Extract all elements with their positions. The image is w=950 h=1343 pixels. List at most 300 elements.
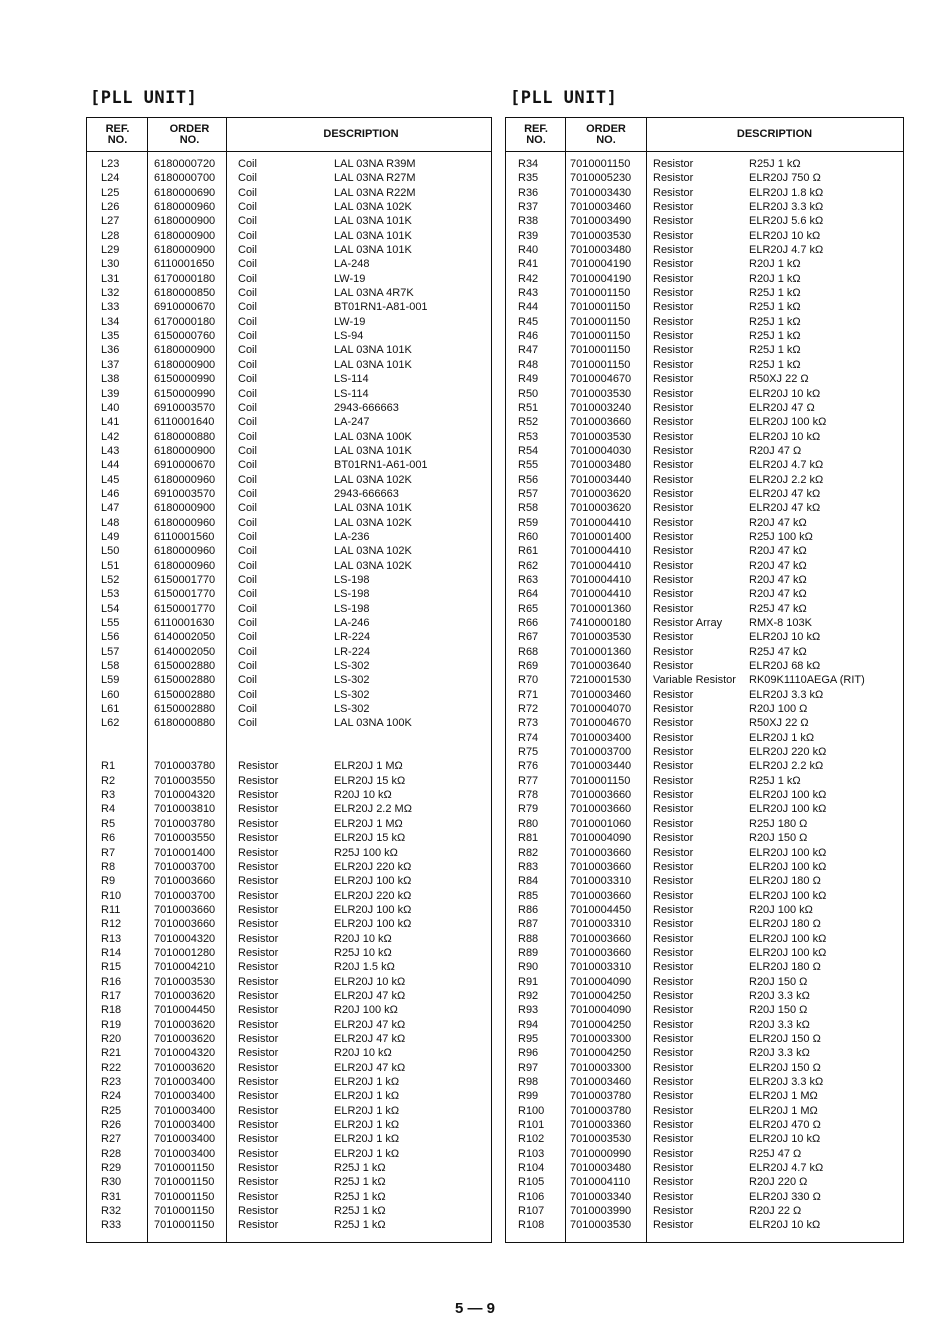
part-spec-cell: LAL 03NA 101K (334, 244, 412, 257)
part-type-cell: Resistor (653, 1061, 694, 1074)
table-row (87, 343, 491, 357)
part-type-cell: Coil (238, 617, 257, 629)
table-row (87, 831, 491, 845)
part-type-cell: Resistor (238, 1162, 279, 1175)
table-row (87, 616, 491, 630)
part-type-cell: Resistor (238, 889, 279, 902)
order-no-cell: 6180000690 (154, 186, 216, 199)
part-type-cell: Resistor (653, 1076, 694, 1088)
part-type-cell: Coil (238, 358, 257, 371)
part-type-cell: Coil (238, 330, 257, 343)
ref-no-cell: R42 (518, 272, 539, 285)
table-row (87, 1161, 491, 1175)
part-spec-cell: R20J 1 kΩ (749, 272, 801, 285)
part-spec-cell: ELR20J 100 kΩ (334, 918, 412, 931)
part-type-cell: Resistor (653, 1119, 694, 1132)
ref-no-cell: R95 (518, 1032, 539, 1045)
order-no-header (566, 118, 646, 151)
part-type-cell: Resistor (238, 989, 279, 1002)
part-type-cell: Resistor (653, 473, 694, 486)
ref-no-cell: R52 (518, 416, 539, 429)
part-type-cell: Resistor (653, 186, 694, 199)
order-no-header (148, 118, 231, 151)
ref-no-cell: R45 (518, 315, 539, 328)
left-parts-table (86, 117, 492, 1243)
ref-no-cell: L40 (101, 401, 120, 414)
part-type-cell: Coil (238, 244, 257, 257)
part-type-cell: Coil (238, 631, 257, 644)
table-row (506, 387, 903, 401)
table-row (87, 874, 491, 888)
order-no-cell: 7010001360 (570, 645, 632, 658)
part-spec-cell: R25J 10 kΩ (334, 946, 392, 959)
ref-no-cell: R91 (518, 975, 539, 988)
part-type-cell: Resistor (653, 201, 694, 214)
ref-no-cell: R40 (518, 244, 539, 257)
part-spec-cell: R25J 1 kΩ (749, 774, 801, 787)
table-row (87, 214, 491, 228)
table-row (506, 903, 903, 917)
order-no-cell: 7010001150 (154, 1176, 215, 1189)
order-no-cell: 7010001150 (154, 1190, 215, 1203)
part-type-cell: Coil (238, 545, 257, 558)
part-spec-cell: R20J 47 kΩ (749, 573, 807, 586)
table-row (87, 1147, 491, 1161)
ref-no-cell: L29 (101, 244, 120, 257)
ref-no-cell: L47 (101, 502, 120, 515)
part-type-cell: Resistor (653, 832, 694, 845)
order-no-cell: 7010003620 (154, 1032, 216, 1045)
part-spec-cell: LA-247 (334, 416, 370, 429)
order-no-cell: 7010003660 (570, 416, 632, 429)
part-spec-cell: R25J 100 kΩ (334, 846, 398, 859)
ref-no-cell: L28 (101, 229, 120, 242)
table-row (506, 860, 903, 874)
part-type-cell: Resistor (653, 373, 694, 386)
part-type-cell: Resistor (653, 301, 694, 314)
part-type-cell: Resistor (238, 1147, 279, 1160)
page-number: 5 — 9 (454, 1300, 496, 1317)
part-spec-cell: ELR20J 47 kΩ (749, 487, 821, 500)
part-spec-cell: ELR20J 1 MΩ (749, 1090, 818, 1103)
part-spec-cell: ELR20J 3.3 kΩ (749, 688, 824, 701)
part-spec-cell: ELR20J 180 Ω (749, 918, 821, 931)
part-spec-cell: LAL 03NA 101K (334, 444, 412, 457)
part-type-cell: Resistor (653, 530, 694, 543)
part-type-cell: Resistor (653, 559, 694, 572)
order-no-cell: 7010003660 (570, 946, 632, 959)
part-spec-cell: LS-198 (334, 602, 370, 615)
table-row (87, 329, 491, 343)
part-type-cell: Coil (238, 459, 257, 472)
table-row (87, 1032, 491, 1046)
order-no-cell: 7010004250 (570, 1047, 632, 1060)
table-row (506, 473, 903, 487)
order-no-cell: 7010003310 (570, 875, 632, 888)
part-spec-cell: R25J 1 kΩ (749, 344, 801, 357)
part-type-cell: Coil (238, 430, 257, 443)
table-row (506, 874, 903, 888)
part-type-cell: Resistor (238, 817, 279, 830)
table-row (87, 774, 491, 788)
order-no-cell: 6110001630 (154, 617, 215, 629)
table-row (87, 272, 491, 286)
part-spec-cell: R25J 180 Ω (749, 817, 808, 830)
order-no-cell: 6180000960 (154, 516, 216, 529)
part-type-cell: Resistor (238, 803, 279, 816)
ref-no-cell: R49 (518, 373, 539, 386)
part-type-cell: Coil (238, 215, 257, 228)
part-spec-cell: ELR20J 150 Ω (749, 1061, 821, 1074)
part-type-cell: Resistor (238, 1104, 279, 1117)
part-spec-cell: ELR20J 220 kΩ (749, 746, 827, 759)
order-no-cell: 6150000990 (154, 373, 216, 386)
part-type-cell: Resistor (653, 1176, 694, 1189)
order-no-cell: 7210001530 (570, 674, 632, 687)
part-type-cell: Resistor (238, 1004, 279, 1017)
order-no-cell: 7010004090 (570, 1004, 632, 1017)
part-spec-cell: LS-198 (334, 588, 370, 601)
order-no-cell: 7010004410 (570, 559, 632, 572)
ref-no-cell: R73 (518, 717, 539, 730)
part-type-cell: Resistor (653, 731, 694, 744)
order-no-cell: 7010003530 (570, 631, 632, 644)
table-row (506, 1190, 903, 1204)
ref-no-cell: R101 (518, 1119, 545, 1132)
ref-no-cell: R28 (101, 1147, 122, 1160)
order-no-cell: 7010003480 (570, 244, 632, 257)
order-no-cell: 7010004450 (570, 903, 632, 916)
table-row (506, 917, 903, 931)
part-spec-cell: ELR20J 68 kΩ (749, 660, 821, 673)
order-no-cell: 7010003780 (154, 817, 216, 830)
order-no-cell: 7010003620 (154, 989, 216, 1002)
part-type-cell: Coil (238, 272, 257, 285)
part-type-cell: Resistor (238, 946, 279, 959)
order-no-cell: 7010001360 (570, 602, 632, 615)
table-row (506, 788, 903, 802)
ref-no-cell: R64 (518, 588, 539, 601)
table-row (506, 544, 903, 558)
order-no-cell: 7010004090 (570, 975, 632, 988)
ref-no-cell: R14 (101, 946, 122, 959)
part-type-cell: Coil (238, 186, 257, 199)
table-row (87, 501, 491, 515)
order-no-cell: 7010003400 (154, 1133, 216, 1146)
ref-no-cell: L58 (101, 660, 120, 673)
part-type-cell: Resistor (653, 860, 694, 873)
order-no-cell: 6110001640 (154, 416, 215, 429)
part-type-cell: Coil (238, 201, 257, 214)
order-no-cell: 7010001280 (154, 946, 216, 959)
ref-no-cell: R57 (518, 487, 539, 500)
table-row (87, 917, 491, 931)
part-type-cell: Resistor (653, 172, 694, 185)
ref-no-cell: R80 (518, 817, 539, 830)
part-spec-cell: LAL 03NA 4R7K (334, 287, 414, 300)
order-no-cell: 7010001150 (570, 344, 631, 357)
part-type-cell: Resistor (653, 215, 694, 228)
part-spec-cell: R25J 1 kΩ (334, 1219, 386, 1232)
part-type-cell: Resistor (653, 1032, 694, 1045)
part-type-cell: Resistor (653, 344, 694, 357)
ref-no-cell: L30 (101, 258, 120, 271)
ref-no-cell: R32 (101, 1205, 122, 1218)
part-type-cell: Resistor (653, 1104, 694, 1117)
ref-no-cell: R98 (518, 1076, 539, 1088)
table-row (87, 889, 491, 903)
table-row (506, 171, 903, 185)
part-spec-cell: 2943-666663 (334, 401, 399, 414)
part-type-cell: Resistor (238, 903, 279, 916)
ref-no-cell: R11 (101, 903, 121, 916)
part-spec-cell: ELR20J 100 kΩ (749, 803, 827, 816)
ref-no-cell: R10 (101, 889, 122, 902)
part-type-cell: Coil (238, 573, 257, 586)
ref-no-cell: L39 (101, 387, 120, 400)
part-spec-cell: LS-114 (334, 387, 369, 400)
ref-no-cell: L24 (101, 172, 120, 185)
table-row (87, 358, 491, 372)
order-no-cell: 7010004070 (570, 703, 632, 716)
ref-no-cell: R55 (518, 459, 539, 472)
table-row (506, 745, 903, 759)
order-no-cell: 7010004410 (570, 545, 632, 558)
table-row (506, 587, 903, 601)
ref-no-cell: L44 (101, 459, 120, 472)
table-row (87, 544, 491, 558)
ref-no-cell: R36 (518, 186, 539, 199)
ref-no-cell: R38 (518, 215, 539, 228)
table-row (87, 458, 491, 472)
part-type-cell: Resistor (653, 1047, 694, 1060)
order-no-cell: 6110001650 (154, 258, 215, 271)
ref-no-cell: R7 (101, 846, 116, 859)
order-no-cell: 6180000900 (154, 358, 216, 371)
part-type-cell: Resistor (653, 416, 694, 429)
part-type-cell: Resistor (653, 516, 694, 529)
ref-no-cell: R39 (518, 229, 539, 242)
order-no-cell: 7010003300 (570, 1061, 632, 1074)
order-no-cell: 7010004320 (154, 932, 216, 945)
table-row (87, 932, 491, 946)
order-no-cell: 7010004250 (570, 989, 632, 1002)
part-spec-cell: LA-246 (334, 617, 370, 629)
table-row (506, 602, 903, 616)
part-type-cell: Resistor (653, 287, 694, 300)
order-no-cell: 7010003660 (570, 789, 632, 802)
order-no-cell: 7010003530 (154, 975, 216, 988)
table-row (87, 946, 491, 960)
part-spec-cell: LAL 03NA 101K (334, 358, 412, 371)
part-type-cell: Resistor (238, 1047, 279, 1060)
ref-no-cell: L23 (101, 158, 120, 170)
part-type-cell: Coil (238, 373, 257, 386)
table-row (87, 401, 491, 415)
part-spec-cell: ELR20J 47 kΩ (749, 502, 821, 515)
ref-no-cell: R6 (101, 832, 116, 845)
ref-no-cell: R24 (101, 1090, 122, 1103)
table-row (87, 1104, 491, 1118)
ref-no-cell: L27 (101, 215, 120, 228)
table-row (87, 487, 491, 501)
table-row (87, 157, 491, 171)
table-row (87, 659, 491, 673)
table-row (87, 387, 491, 401)
order-no-cell: 7010004410 (570, 573, 632, 586)
order-no-cell: 7010003550 (154, 832, 216, 845)
part-spec-cell: R50XJ 22 Ω (749, 373, 809, 386)
ref-no-cell: R86 (518, 903, 539, 916)
order-no-cell: 7010001150 (570, 301, 631, 314)
ref-no-cell: R29 (101, 1162, 122, 1175)
order-no-cell: 7010003310 (570, 961, 632, 974)
ref-no-cell: L57 (101, 645, 120, 658)
part-spec-cell: LAL 03NA 102K (334, 516, 412, 529)
table-row (87, 1132, 491, 1146)
part-spec-cell: ELR20J 180 Ω (749, 875, 821, 888)
order-no-cell: 6180000900 (154, 244, 216, 257)
table-row (506, 214, 903, 228)
part-spec-cell: R20J 47 kΩ (749, 516, 807, 529)
ref-no-cell: R77 (518, 774, 539, 787)
part-spec-cell: R20J 10 kΩ (334, 932, 392, 945)
part-type-cell: Resistor (653, 487, 694, 500)
table-row (506, 186, 903, 200)
ref-no-cell: R12 (101, 918, 122, 931)
table-row (506, 1204, 903, 1218)
part-type-cell: Resistor (653, 358, 694, 371)
table-row (506, 343, 903, 357)
part-type-cell: Coil (238, 487, 257, 500)
part-type-cell: Resistor (238, 975, 279, 988)
table-row (87, 1075, 491, 1089)
part-type-cell: Resistor (653, 760, 694, 773)
part-spec-cell: ELR20J 100 kΩ (749, 416, 827, 429)
part-type-cell: Coil (238, 387, 257, 400)
part-type-cell: Resistor (653, 229, 694, 242)
part-type-cell: Coil (238, 444, 257, 457)
table-row (506, 630, 903, 644)
part-spec-cell: LS-302 (334, 674, 370, 687)
part-type-cell: Resistor (238, 1032, 279, 1045)
order-no-cell: 7010003430 (570, 186, 632, 199)
part-type-cell: Coil (238, 344, 257, 357)
table-row (87, 1003, 491, 1017)
part-type-cell: Resistor (653, 430, 694, 443)
table-row (87, 473, 491, 487)
order-no-cell: 7010004410 (570, 516, 632, 529)
order-no-cell: 6150001770 (154, 602, 216, 615)
part-spec-cell: ELR20J 1 kΩ (334, 1090, 400, 1103)
part-spec-cell: R25J 1 kΩ (749, 287, 801, 300)
order-no-cell: 6180000900 (154, 229, 216, 242)
ref-no-cell: R108 (518, 1219, 545, 1232)
ref-no-cell: R23 (101, 1076, 122, 1088)
left-panel-title: [PLL UNIT] (90, 88, 198, 108)
part-type-cell: Resistor (653, 573, 694, 586)
ref-no-cell: L53 (101, 588, 120, 601)
part-spec-cell: ELR20J 10 kΩ (749, 430, 821, 443)
part-spec-cell: LAL 03NA 102K (334, 201, 412, 214)
ref-no-cell: R21 (101, 1047, 122, 1060)
part-spec-cell: ELR20J 4.7 kΩ (749, 1162, 824, 1175)
part-spec-cell: ELR20J 2.2 MΩ (334, 803, 412, 816)
ref-no-header-label: REF. NO. (105, 122, 130, 146)
part-spec-cell: R50XJ 22 Ω (749, 717, 809, 730)
part-spec-cell: ELR20J 180 Ω (749, 961, 821, 974)
part-spec-cell: ELR20J 1 kΩ (334, 1133, 400, 1146)
ref-no-cell: L41 (101, 416, 120, 429)
ref-no-cell: R2 (101, 774, 116, 787)
table-row (506, 975, 903, 989)
ref-no-cell: R99 (518, 1090, 539, 1103)
ref-no-cell: R56 (518, 473, 539, 486)
order-no-cell: 7010001150 (570, 774, 631, 787)
order-no-cell: 7010003780 (154, 760, 216, 773)
part-spec-cell: R20J 100 Ω (749, 703, 808, 716)
table-row (87, 1061, 491, 1075)
table-row (506, 272, 903, 286)
part-spec-cell: LS-302 (334, 703, 370, 716)
table-row (87, 587, 491, 601)
part-type-cell: Resistor (653, 272, 694, 285)
part-spec-cell: ELR20J 1.8 kΩ (749, 186, 824, 199)
table-row (87, 860, 491, 874)
part-spec-cell: ELR20J 750 Ω (749, 172, 821, 185)
part-spec-cell: ELR20J 100 kΩ (749, 889, 827, 902)
table-row (87, 846, 491, 860)
ref-no-cell: R84 (518, 875, 539, 888)
table-row (506, 229, 903, 243)
ref-no-cell: L31 (101, 272, 120, 285)
part-type-cell: Coil (238, 588, 257, 601)
table-row (506, 616, 903, 630)
order-no-cell: 6150002880 (154, 703, 216, 716)
part-spec-cell: R20J 100 kΩ (749, 903, 813, 916)
table-row (87, 243, 491, 257)
order-no-cell: 7010003620 (154, 1061, 216, 1074)
part-spec-cell: R25J 47 kΩ (749, 645, 807, 658)
part-spec-cell: ELR20J 1 kΩ (334, 1104, 400, 1117)
ref-no-cell: R76 (518, 760, 539, 773)
table-row (87, 688, 491, 702)
part-spec-cell: R20J 1 kΩ (749, 258, 801, 271)
ref-no-cell: L35 (101, 330, 120, 343)
part-spec-cell: R25J 1 kΩ (749, 158, 801, 170)
part-spec-cell: R20J 10 kΩ (334, 789, 392, 802)
order-no-cell: 7010004190 (570, 258, 632, 271)
part-type-cell: Coil (238, 717, 257, 730)
part-spec-cell: R25J 1 kΩ (334, 1176, 386, 1189)
table-row (506, 846, 903, 860)
table-row (87, 759, 491, 773)
part-spec-cell: R20J 220 Ω (749, 1176, 808, 1189)
table-row (506, 1003, 903, 1017)
table-row (87, 1018, 491, 1032)
ref-no-cell: R51 (518, 401, 539, 414)
part-type-cell: Coil (238, 660, 257, 673)
order-no-cell: 7010003400 (154, 1147, 216, 1160)
order-no-cell: 6910000670 (154, 459, 216, 472)
order-no-cell: 7010003550 (154, 774, 216, 787)
part-type-cell: Resistor (653, 1190, 694, 1203)
ref-no-cell: R93 (518, 1004, 539, 1017)
ref-no-cell: L43 (101, 444, 120, 457)
part-type-cell: Resistor (238, 832, 279, 845)
order-no-cell: 7010003530 (570, 430, 632, 443)
ref-no-cell: L46 (101, 487, 120, 500)
